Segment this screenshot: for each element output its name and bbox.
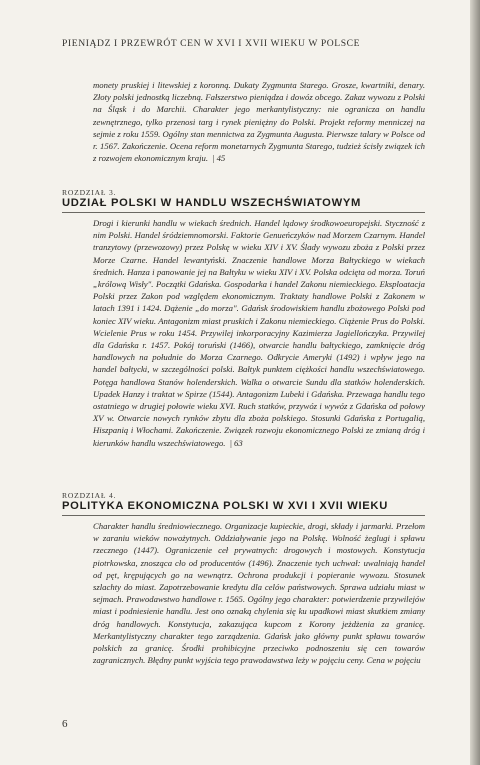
page-edge [470, 0, 480, 765]
page-number: 6 [62, 718, 68, 730]
chapter4-paragraph [93, 520, 425, 666]
chapter3-text: Drogi i kierunki handlu w wiekach średnich. Handel lądowy środkowoeuropejski. Styczność z nim Polski. Handel śródziemnomorski. Faktorie Genueńczyków nad Morzem Czarnym. Handel tranzytowy (przewozowy) przez Polskę w wieku XIV i XV. Ślady wywozu zboża z Polski przez Morze Czarne. Handel lewantyński. Znaczenie handlowe Morza Bałtyckiego w wiekach średnich. Hanza i panowanie jej na Bałtyku w wieku XIV i XV. Polska odcięta od morza. Toruń „królową Wisły". Początki Gdańska. Gospodarka i handel Zakonu niemieckiego. Eksploatacja Polski przez Zakon pod względem ekonomicznym. Traktaty handlowe Polski z Zakonem w latach 1391 i 1424. Dążenie „do morza". Gdańsk środowiskiem handlu zbożowego Polski pod koniec XIV wieku. Antagonizm miast pruskich i Zakonu niemieckiego. Ciążenie Prus do Polski. Wcielenie Prus w roku 1454. Przywilej inkorporacyjny Kazimierza Jagiellończyka. Przywilej dla Gdańska r. 1457. Pokój toruński (1466), otwarcie handlu bałtyckiego, zamknięcie dróg handlowych na południe do Morza Czarnego. Odkrycie Ameryki (1492) i wpływ jego na handel bałtycki, w szczególności polski. Bałtyk punktem ciężkości handlu wszechświatowego. Potęga handlowa Stanów holenderskich. Walka o otwarcie Sundu dla statków holenderskich. Upadek Hanzy i traktat w Spirze (1544). Antagonizm Lubeki i Gdańska. Przewaga handlu tego ostatniego w drugiej połowie wieku XVI. Ruch statków, przywóz i wywóz z Gdańska od połowy XV w. Otwarcie nowych rynków zbytu dla zboża polskiego. Stosunki Gdańska z Portugalią, Hiszpanią i Włochami. Zakończenie. Związek rozwoju ekonomicznego Polski ze zmianą dróg i kierunków handlu wszechświatowego. [93, 218, 425, 448]
chapter3-page-ref: 63 [234, 437, 243, 448]
chapter4-label: ROZDZIAŁ 4. [62, 491, 117, 500]
chapter3-label: ROZDZIAŁ 3. [62, 188, 117, 197]
chapter3-paragraph [93, 217, 425, 449]
chapter4-title: POLITYKA EKONOMICZNA POLSKI W XVI I XVII WIEKU [62, 500, 388, 512]
intro-paragraph [93, 79, 425, 164]
chapter4-rule [62, 515, 425, 516]
running-head: PIENIĄDZ I PRZEWRÓT CEN W XVI I XVII WIEKU W POLSCE [62, 38, 361, 49]
chapter3-rule [62, 212, 425, 213]
intro-separator: | [212, 153, 215, 164]
intro-text: monety pruskiej i litewskiej z koronną. Dukaty Zygmunta Starego. Grosze, kwartniki, denary. Złoty polski jednostką liczebną. Fałszerstwo pieniądza i dowóz obcego. Zakaz wywozu z Polski na Śląsk i do Marchii. Charakter jego merkantylistyczny: nie ogranicza on handlu zewnętrznego, tylko przenosi targ i rynek pieniężny do Polski. Projekt reformy menniczej na sejmie z roku 1559. Ogólny stan mennictwa za Zygmunta Augusta. Pierwsze talary w Polsce od r. 1567. Zakończenie. Ocena reform monetarnych Zygmunta Starego, tudzież ścisły związek ich z rozwojem ekonomicznym kraju. [93, 80, 425, 164]
chapter4-text: Charakter handlu średniowiecznego. Organizacje kupieckie, drogi, składy i jarmarki. Przełom w zaraniu wieków nowożytnych. Oddziaływanie jego na Polskę. Wolność żeglugi i spławu rzecznego (1447). Ograniczenie ceł prywatnych: drogowych i mostowych. Konstytucja piotrkowska, znosząca cło od producentów (1496). Znaczenie tych uchwał: uwalniają handel od pęt, krępujących go na wewnątrz. Ochrona produkcji i popieranie wywozu. Stosunek szlachty do miast. Zapotrzebowanie kredytu dla celów państwowych. Sprawa udziału miast w sejmach. Prawodawstwo handlowe r. 1565. Ogólny jego charakter: potwierdzenie przywilejów miast i podniesienie handlu. Jest ono oznaką chylenia się ku upadkowi miast skutkiem zmiany dróg handlowych. Konstytucja, zakazująca kupcom z Korony jeżdżenia za granicę. Merkantylistyczny charakter tego zarządzenia. Gdańsk jako główny punkt spławu towarów polskich za granicę. Środki prohibicyjne przeciwko podnoszeniu się cen towarów zagranicznych. Błędny punkt wyjścia tego prawodawstwa leży w pojęciu ceny. Cena w pojęciu [93, 521, 425, 666]
chapter3-separator: | [229, 437, 233, 448]
intro-page-ref: 45 [216, 153, 226, 164]
chapter3-title: UDZIAŁ POLSKI W HANDLU WSZECHŚWIATOWYM [62, 197, 362, 209]
